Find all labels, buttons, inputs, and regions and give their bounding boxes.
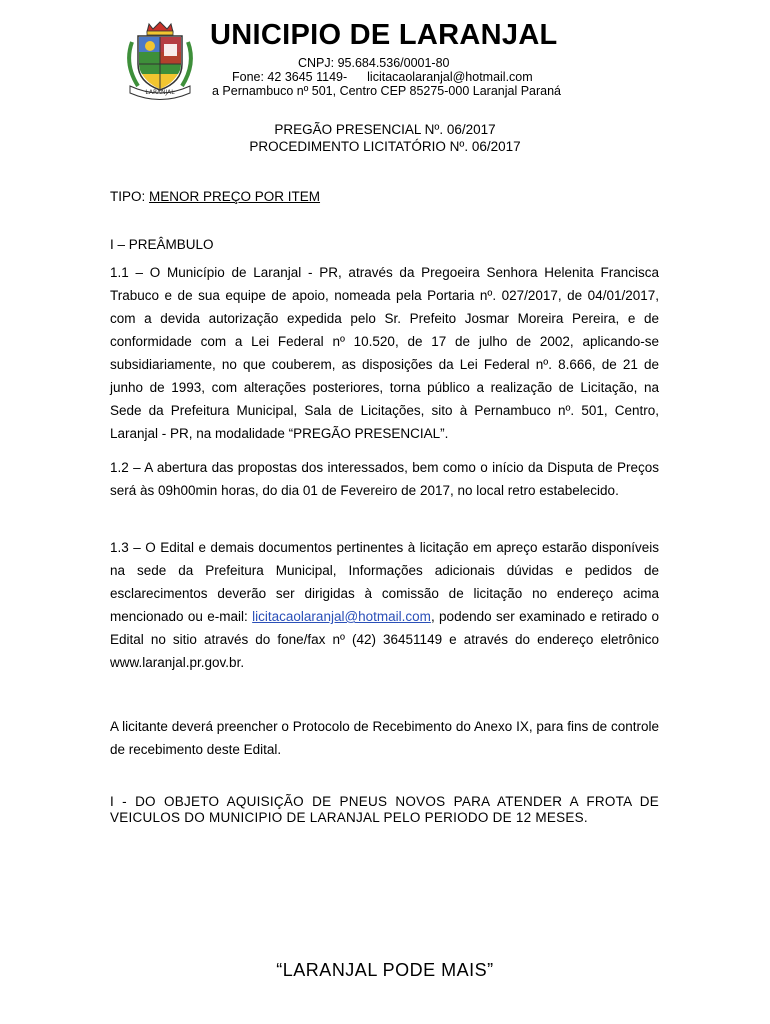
email-link[interactable]: licitacaolaranjal@hotmail.com — [252, 609, 431, 624]
paragraph-1-3-end: , podendo ser examinado e retirado o Edital no sitio através do fone/fax nº (42) 36451149 e através do endereço eletrônico www.laranjal.pr.gov.br. — [110, 609, 659, 670]
tipo-value: MENOR PREÇO POR ITEM — [149, 189, 321, 204]
paragraph-1-3-start: 1.3 – O Edital e demais documentos pertinentes à licitação em apreço estarão disponíveis na sede da Prefeitura Municipal, Informações adicionais dúvidas e pedidos de esclarecimentos deverão ser dirigidas à comissão de licitação no endereço acima mencionado ou e-mail: — [110, 540, 659, 624]
contact-line — [232, 70, 533, 84]
tipo-line — [110, 189, 320, 204]
procedimento-number: PROCEDIMENTO LICITATÓRIO Nº. 06/2017 — [249, 139, 521, 154]
header-email: licitacaolaranjal@hotmail.com — [367, 70, 533, 84]
pregao-number: PREGÃO PRESENCIAL Nº. 06/2017 — [274, 122, 496, 137]
crest-ribbon-label: LARANJAL — [145, 89, 175, 96]
paragraph-1-2: 1.2 – A abertura das propostas dos interessados, bem como o início da Disputa de Preços será às 09h00min horas, do dia 01 de Fevereiro de 2017, no local retro estabelecido. — [110, 460, 659, 498]
municipal-crest-icon — [120, 20, 200, 100]
section-title-preambulo: I – PREÂMBULO — [110, 237, 214, 252]
section-objeto: I - DO OBJETO AQUISIÇÃO DE PNEUS NOVOS PARA ATENDER A FROTA DE VEICULOS DO MUNICIPIO DE LARANJAL PELO PERIODO DE 12 MESES. — [110, 794, 659, 825]
tipo-label: TIPO: — [110, 189, 150, 204]
paragraph-protocolo: A licitante deverá preencher o Protocolo de Recebimento do Anexo IX, para fins de controle de recebimento deste Edital. — [110, 719, 659, 757]
municipality-title: UNICIPIO DE LARANJAL — [210, 19, 558, 51]
slogan: “LARANJAL PODE MAIS” — [276, 960, 494, 980]
phone-text: Fone: 42 3645 1149- — [232, 70, 348, 84]
paragraph-1-1: 1.1 – O Município de Laranjal - PR, através da Pregoeira Senhora Helenita Francisca Trabuco e de sua equipe de apoio, nomeada pela Portaria nº. 027/2017, de 04/01/2017, com a devida autorização expedida pelo Sr. Prefeito Josmar Moreira Pereira, e de conformidade com a Lei Federal nº 10.520, de 17 de julho de 2002, aplicando-se subsidiariamente, no que couberem, as disposições da Lei Federal nº. 8.666, de 21 de junho de 1993, com alterações posteriores, torna público a realização de Licitação, na Sede da Prefeitura Municipal, Sala de Licitações, sito à Pernambuco nº. 501, Centro, Laranjal - PR, na modalidade “PREGÃO PRESENCIAL”. — [110, 265, 659, 441]
paragraph-1-3 — [110, 536, 659, 674]
cnpj-line: CNPJ: 95.684.536/0001-80 — [298, 56, 450, 70]
address-line: a Pernambuco nº 501, Centro CEP 85275-000 Laranjal Paraná — [212, 84, 562, 98]
